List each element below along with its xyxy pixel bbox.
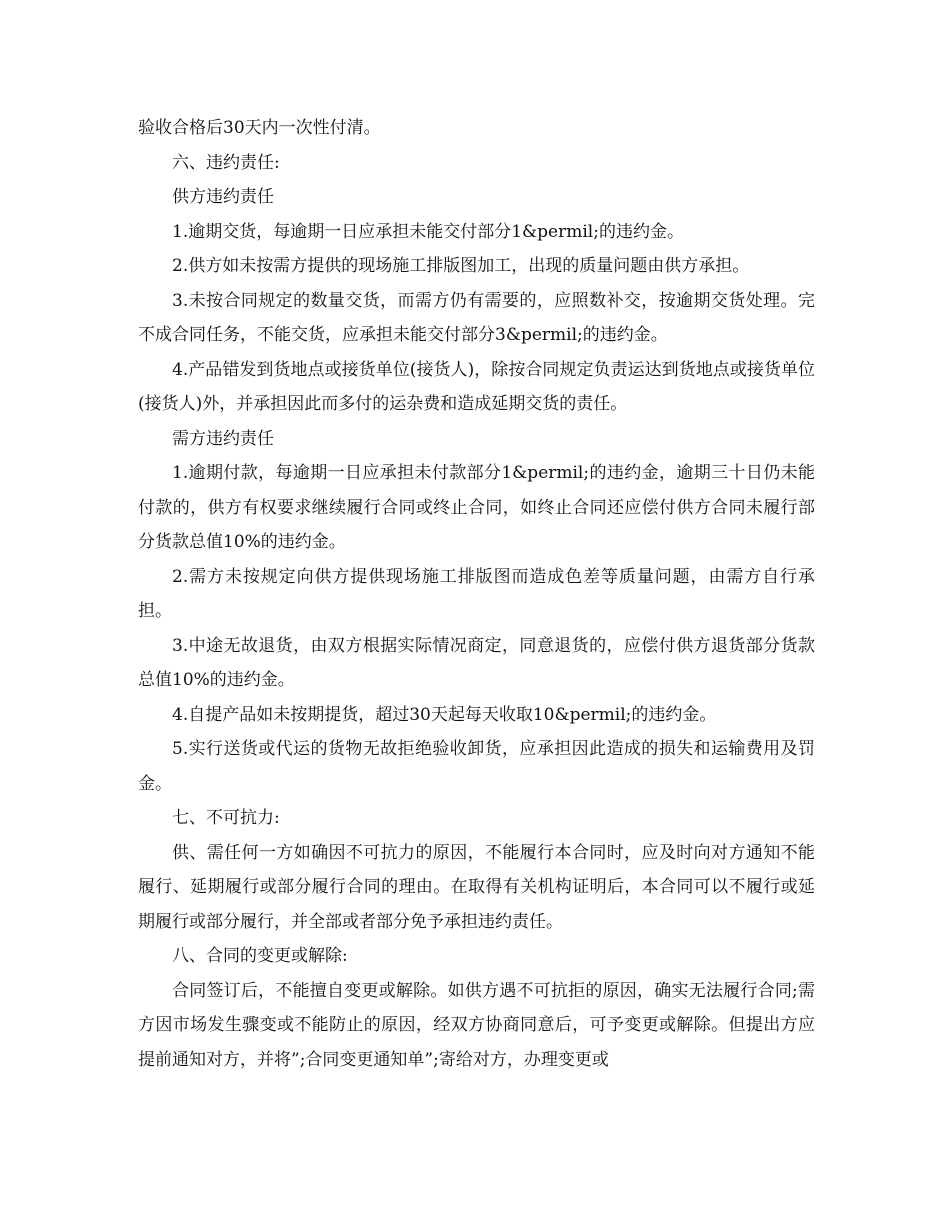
supplier-clause-2: 2.供方如未按需方提供的现场施工排版图加工，出现的质量问题由供方承担。 bbox=[172, 256, 750, 276]
supplier-clause-1: 1.逾期交货，每逾期一日应承担未能交付部分1&permil;的违约金。 bbox=[172, 221, 684, 242]
force-majeure-text: 供、需任何一方如确因不可抗力的原因，不能履行本合同时，应及时向对方通知不能履行、延期履行或部分履行合同的理由。在取得有关机构证明后，本合同可以不履行或延期履行或部分履行，并全部或者部分免予承担违约责任。 bbox=[138, 842, 815, 932]
buyer-clause-1: 1.逾期付款，每逾期一日应承担未付款部分1&permil;的违约金，逾期三十日仍未能付款的，供方有权要求继续履行合同或终止合同，如终止合同还应偿付供方合同未履行部分货款总值10%的违约金。 bbox=[138, 463, 815, 552]
subheading-buyer-liability: 需方违约责任 bbox=[172, 428, 274, 449]
heading-contract-change: 八、合同的变更或解除: bbox=[172, 946, 348, 966]
buyer-clause-5: 5.实行送货或代运的货物无故拒绝验收卸货，应承担因此造成的损失和运输费用及罚金。 bbox=[138, 739, 815, 794]
supplier-clause-3: 3.未按合同规定的数量交货，而需方仍有需要的，应照数补交，按逾期交货处理。完不成合同任务，不能交货，应承担未能交付部分3&permil;的违约金。 bbox=[138, 290, 815, 345]
paragraph-payment-terms: 验收合格后30天内一次性付清。 bbox=[138, 118, 381, 138]
heading-breach-liability: 六、违约责任: bbox=[172, 152, 280, 173]
buyer-clause-3: 3.中途无故退货，由双方根据实际情况商定，同意退货的，应偿付供方退货部分货款总值10%的违约金。 bbox=[138, 635, 815, 690]
heading-force-majeure: 七、不可抗力: bbox=[172, 808, 280, 828]
buyer-clause-2: 2.需方未按规定向供方提供现场施工排版图而造成色差等质量问题，由需方自行承担。 bbox=[138, 566, 815, 621]
supplier-clause-4: 4.产品错发到货地点或接货单位(接货人)，除按合同规定负责运达到货地点或接货单位(接货人)外，并承担因此而多付的运杂费和造成延期交货的责任。 bbox=[138, 359, 815, 414]
contract-change-text: 合同签订后，不能擅自变更或解除。如供方遇不可抗拒的原因，确实无法履行合同;需方因市场发生骤变或不能防止的原因，经双方协商同意后，可予变更或解除。但提出方应提前通知对方，并将”;合同变更通知单”;寄给对方，办理变更或 bbox=[138, 980, 815, 1070]
subheading-supplier-liability: 供方违约责任 bbox=[172, 187, 274, 207]
buyer-clause-4: 4.自提产品如未按期提货，超过30天起每天收取10&permil;的违约金。 bbox=[172, 704, 717, 725]
